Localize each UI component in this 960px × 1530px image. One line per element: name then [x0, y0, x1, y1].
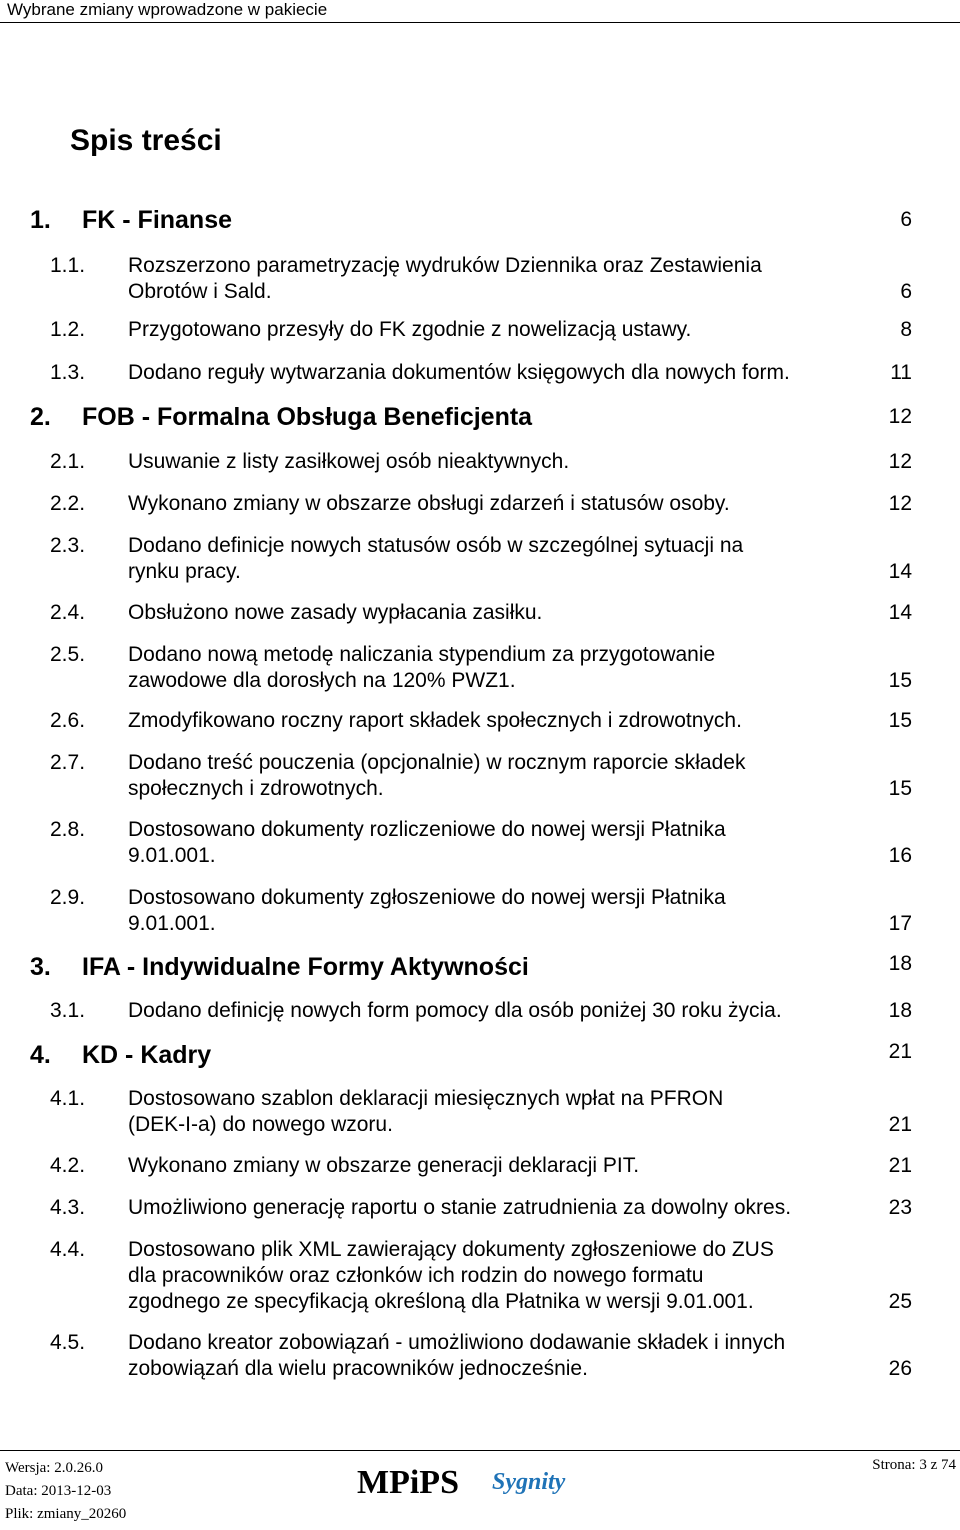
toc-text-line: zgodnego ze specyfikacją określoną dla Płatnika w wersji 9.01.001.: [128, 1290, 754, 1313]
toc-number: 4.3.: [50, 1196, 86, 1219]
toc-number: 2.2.: [50, 492, 86, 515]
toc-text: Umożliwiono generację raportu o stanie zatrudnienia za dowolny okres.: [128, 1196, 792, 1219]
toc-text: Dodano definicję nowych form pomocy dla osób poniżej 30 roku życia.: [128, 999, 782, 1022]
toc-text: Zmodyfikowano roczny raport składek społecznych i zdrowotnych.: [128, 709, 742, 732]
toc-text: Dodano reguły wytwarzania dokumentów księgowych dla nowych form.: [128, 361, 790, 384]
toc-text: Wykonano zmiany w obszarze generacji deklaracji PIT.: [128, 1154, 640, 1177]
toc-text: FK - Finanse: [82, 206, 233, 234]
toc-text-line: Dostosowano dokumenty zgłoszeniowe do nowej wersji Płatnika: [128, 886, 726, 909]
toc-number: 4.4.: [50, 1238, 86, 1261]
toc-text-line: Dodano treść pouczenia (opcjonalnie) w rocznym raporcie składek: [128, 751, 746, 774]
mpips-logo: MPiPS: [357, 1464, 459, 1501]
toc-text-line: (DEK-I-a) do nowego wzoru.: [128, 1113, 393, 1136]
toc-page: 14: [888, 601, 912, 624]
toc-number: 4.2.: [50, 1154, 86, 1177]
page-indicator: Strona: 3 z 74: [872, 1457, 956, 1473]
toc-number: 2.7.: [50, 751, 86, 774]
toc-text-line: Dodano definicje nowych statusów osób w szczególnej sytuacji na: [128, 534, 744, 557]
toc-number: 2.6.: [50, 709, 86, 732]
toc-page: 15: [888, 777, 912, 800]
toc-number: 2.3.: [50, 534, 86, 557]
toc-page: 17: [888, 912, 912, 935]
toc-number: 1.3.: [50, 361, 86, 384]
toc-number: 2.9.: [50, 886, 86, 909]
footer-date: Data: 2013-12-03: [5, 1483, 112, 1499]
toc-text-line: zobowiązań dla wielu pracowników jednocześnie.: [128, 1357, 588, 1380]
toc-number: 2.: [30, 403, 51, 431]
toc-page: 18: [888, 952, 912, 975]
toc-text: Usuwanie z listy zasiłkowej osób nieaktywnych.: [128, 450, 570, 473]
toc-text-line: Rozszerzono parametryzację wydruków Dziennika oraz Zestawienia: [128, 254, 762, 277]
toc-number: 2.8.: [50, 818, 86, 841]
toc-text: Obsłużono nowe zasady wypłacania zasiłku.: [128, 601, 543, 624]
toc-number: 2.4.: [50, 601, 86, 624]
toc-page: 6: [900, 280, 912, 303]
sygnity-logo: Sygnity: [492, 1469, 566, 1495]
toc-page: 12: [888, 405, 912, 428]
footer-info: [5, 1457, 126, 1526]
toc-text-line: Dodano nową metodę naliczania stypendium za przygotowanie: [128, 643, 716, 666]
toc-page: 15: [888, 709, 912, 732]
toc-text: Wykonano zmiany w obszarze obsługi zdarzeń i statusów osoby.: [128, 492, 730, 515]
toc-page: 21: [888, 1113, 912, 1136]
toc-page: 16: [888, 844, 912, 867]
toc-text-line: zawodowe dla dorosłych na 120% PWZ1.: [128, 669, 516, 692]
footer-version: Wersja: 2.0.26.0: [5, 1460, 103, 1476]
toc-page: 25: [888, 1290, 912, 1313]
toc-number: 4.5.: [50, 1331, 86, 1354]
toc-number: 2.1.: [50, 450, 86, 473]
header-title: Wybrane zmiany wprowadzone w pakiecie: [7, 0, 328, 19]
running-header: [0, 0, 960, 23]
toc-page: 12: [888, 492, 912, 515]
toc-number: 3.: [30, 953, 51, 981]
toc-text-line: Dostosowano plik XML zawierający dokumenty zgłoszeniowe do ZUS: [128, 1238, 774, 1261]
toc-page: 23: [888, 1196, 912, 1219]
toc-number: 3.1.: [50, 999, 86, 1022]
toc-text-line: Dostosowano szablon deklaracji miesięcznych wpłat na PFRON: [128, 1087, 724, 1110]
toc-number: 1.2.: [50, 318, 86, 341]
toc-text: FOB - Formalna Obsługa Beneficjenta: [82, 403, 533, 431]
toc-number: 1.1.: [50, 254, 86, 277]
toc-page: 18: [888, 999, 912, 1022]
toc-text-line: Dostosowano dokumenty rozliczeniowe do nowej wersji Płatnika: [128, 818, 726, 841]
toc-page: 11: [890, 361, 912, 384]
toc-page: 15: [888, 669, 912, 692]
toc-text-line: 9.01.001.: [128, 844, 216, 867]
toc-number: 4.1.: [50, 1087, 86, 1110]
footer-divider: [0, 1450, 960, 1451]
toc-text: IFA - Indywidualne Formy Aktywności: [82, 953, 529, 981]
toc-page: 6: [900, 208, 912, 231]
toc-page: 8: [900, 318, 912, 341]
toc-text: KD - Kadry: [82, 1041, 212, 1069]
toc-number: 1.: [30, 206, 51, 234]
toc-text-line: Obrotów i Sald.: [128, 280, 272, 303]
footer-file: Plik: zmiany_20260: [5, 1506, 127, 1522]
toc-text: Przygotowano przesyły do FK zgodnie z nowelizacją ustawy.: [128, 318, 692, 341]
toc-text-line: 9.01.001.: [128, 912, 216, 935]
toc-number: 4.: [30, 1041, 51, 1069]
toc-page: 21: [888, 1154, 912, 1177]
toc-page: 12: [888, 450, 912, 473]
toc-text-line: Dodano kreator zobowiązań - umożliwiono dodawanie składek i innych: [128, 1331, 786, 1354]
toc-page: 14: [888, 560, 912, 583]
toc-page: 21: [888, 1040, 912, 1063]
toc-page: 26: [888, 1357, 912, 1380]
toc-text-line: społecznych i zdrowotnych.: [128, 777, 384, 800]
toc-text-line: dla pracowników oraz członków ich rodzin do nowego formatu: [128, 1264, 704, 1287]
toc-text-line: rynku pracy.: [128, 560, 241, 583]
toc-number: 2.5.: [50, 643, 86, 666]
toc-title: Spis treści: [70, 124, 222, 157]
